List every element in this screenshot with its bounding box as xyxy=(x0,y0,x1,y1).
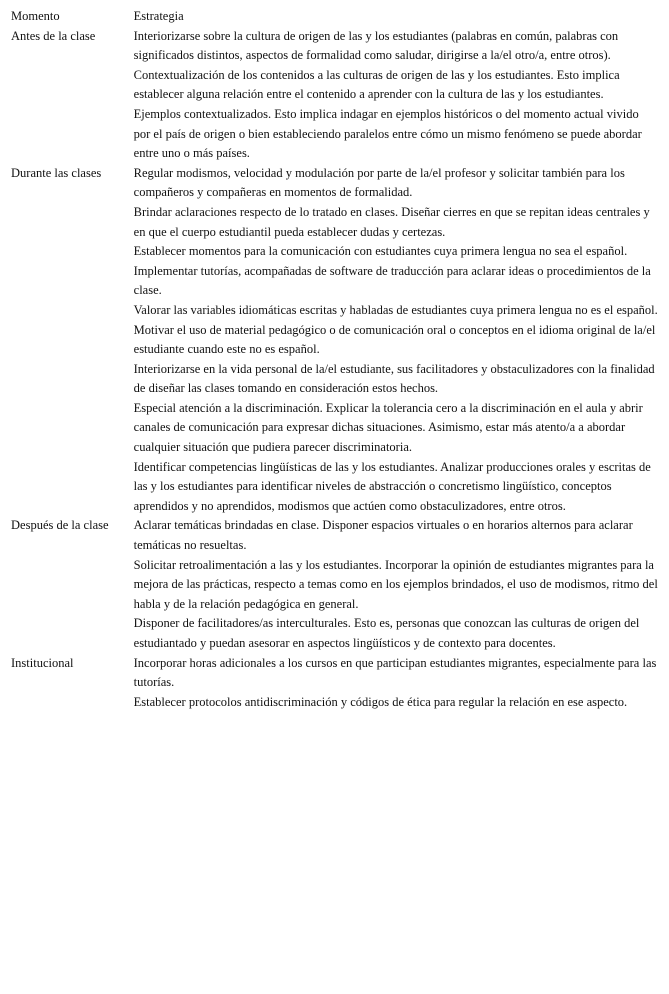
table-row xyxy=(8,693,658,713)
table-row xyxy=(8,458,658,517)
table-row xyxy=(8,27,658,66)
strategy-cell: Aclarar temáticas brindadas en clase. Disponer espacios virtuales o en horarios alternos para aclarar temáticas no resueltas. xyxy=(133,518,633,553)
strategy-cell: Establecer protocolos antidiscriminación y códigos de ética para regular la relación en ese aspecto. xyxy=(133,694,628,709)
strategy-cell: Especial atención a la discriminación. Explicar la tolerancia cero a la discriminación en el aula y abrir canales de comunicación para expresar dichas situaciones. Asimismo, estar más atento/a a abordar cualquier situación que pudiera parecer discriminatoria. xyxy=(133,400,643,455)
table-body xyxy=(8,7,658,712)
momento-cell: Después de la clase xyxy=(11,518,109,533)
strategy-cell: Valorar las variables idiomáticas escritas y habladas de estudiantes cuya primera lengua no es el español. Motivar el uso de material pedagógico o de comunicación oral o conceptos en el idioma original de la/el estudiante cuando este no es español. xyxy=(133,302,658,357)
table-row xyxy=(8,654,658,693)
strategy-cell: Identificar competencias lingüísticas de las y los estudiantes. Analizar producciones orales y escritas de las y los estudiantes para identificar niveles de abstracción o concretismo lingüístico, conceptos aprendidos y no aprendidos, modismos que actúen como obstaculizadores, entre otros. xyxy=(133,459,651,513)
strategy-cell: Solicitar retroalimentación a las y los estudiantes. Incorporar la opinión de estudiantes migrantes para la mejora de las prácticas, respecto a temas como en los ejemplos brindados, el uso de modismos, ritmo del habla y de la relación pedagógica en general. xyxy=(133,557,658,611)
strategies-table xyxy=(8,7,658,712)
strategy-cell: Interiorizarse en la vida personal de la/el estudiante, sus facilitadores y obstaculizadores con la finalidad de diseñar las clases tomando en consideración estos hechos. xyxy=(133,361,655,396)
strategy-cell: Contextualización de los contenidos a las culturas de origen de las y los estudiantes. Esto implica establecer alguna relación entre el contenido a aprender con la cultura de las y los estudiantes. xyxy=(133,67,620,102)
momento-cell-empty xyxy=(8,458,131,517)
momento-cell: Institucional xyxy=(11,655,74,670)
table-header-row xyxy=(8,7,658,27)
strategy-cell: Disponer de facilitadores/as interculturales. Esto es, personas que conozcan las culturas de origen del estudiantado y puedan asesorar en aspectos lingüísticos y de contexto para docentes. xyxy=(133,616,640,650)
table-row xyxy=(8,516,658,555)
table-row xyxy=(8,164,658,203)
momento-cell-empty xyxy=(8,614,131,653)
momento-cell-empty xyxy=(8,693,131,713)
momento-cell-empty xyxy=(8,556,131,615)
momento-cell: Durante las clases xyxy=(11,165,102,180)
strategy-cell: Interiorizarse sobre la cultura de origen de las y los estudiantes (palabras en común, palabras con significados distintos, aspectos de formalidad como saludar, dirigirse a la/el otro/a, entre otros). xyxy=(133,28,619,63)
strategy-cell: Ejemplos contextualizados. Esto implica indagar en ejemplos históricos o del momento actual vivido por el país de origen o bien estableciendo paralelos entre cómo un mismo fenómeno se puede abordar entre uno o más países. xyxy=(133,106,642,161)
header-estrategia: Estrategia xyxy=(133,9,184,23)
header-momento: Momento xyxy=(11,9,60,23)
momento-cell: Antes de la clase xyxy=(11,28,96,43)
strategy-cell: Incorporar horas adicionales a los cursos en que participan estudiantes migrantes, especialmente para las tutorías. xyxy=(133,655,657,690)
strategy-cell: Brindar aclaraciones respecto de lo tratado en clases. Diseñar cierres en que se repitan ideas centrales y en que el cuerpo estudiantil pueda establecer dudas y certezas. xyxy=(133,204,650,239)
strategy-cell: Establecer momentos para la comunicación con estudiantes cuya primera lengua no sea el español. Implementar tutorías, acompañadas de software de traducción para aclarar ideas o procedimientos de la clase. xyxy=(133,244,651,298)
table-row xyxy=(8,614,658,653)
table-row xyxy=(8,556,658,615)
strategy-cell: Regular modismos, velocidad y modulación por parte de la/el profesor y solicitar también para los compañeros y compañeras en momentos de formalidad. xyxy=(133,165,625,200)
